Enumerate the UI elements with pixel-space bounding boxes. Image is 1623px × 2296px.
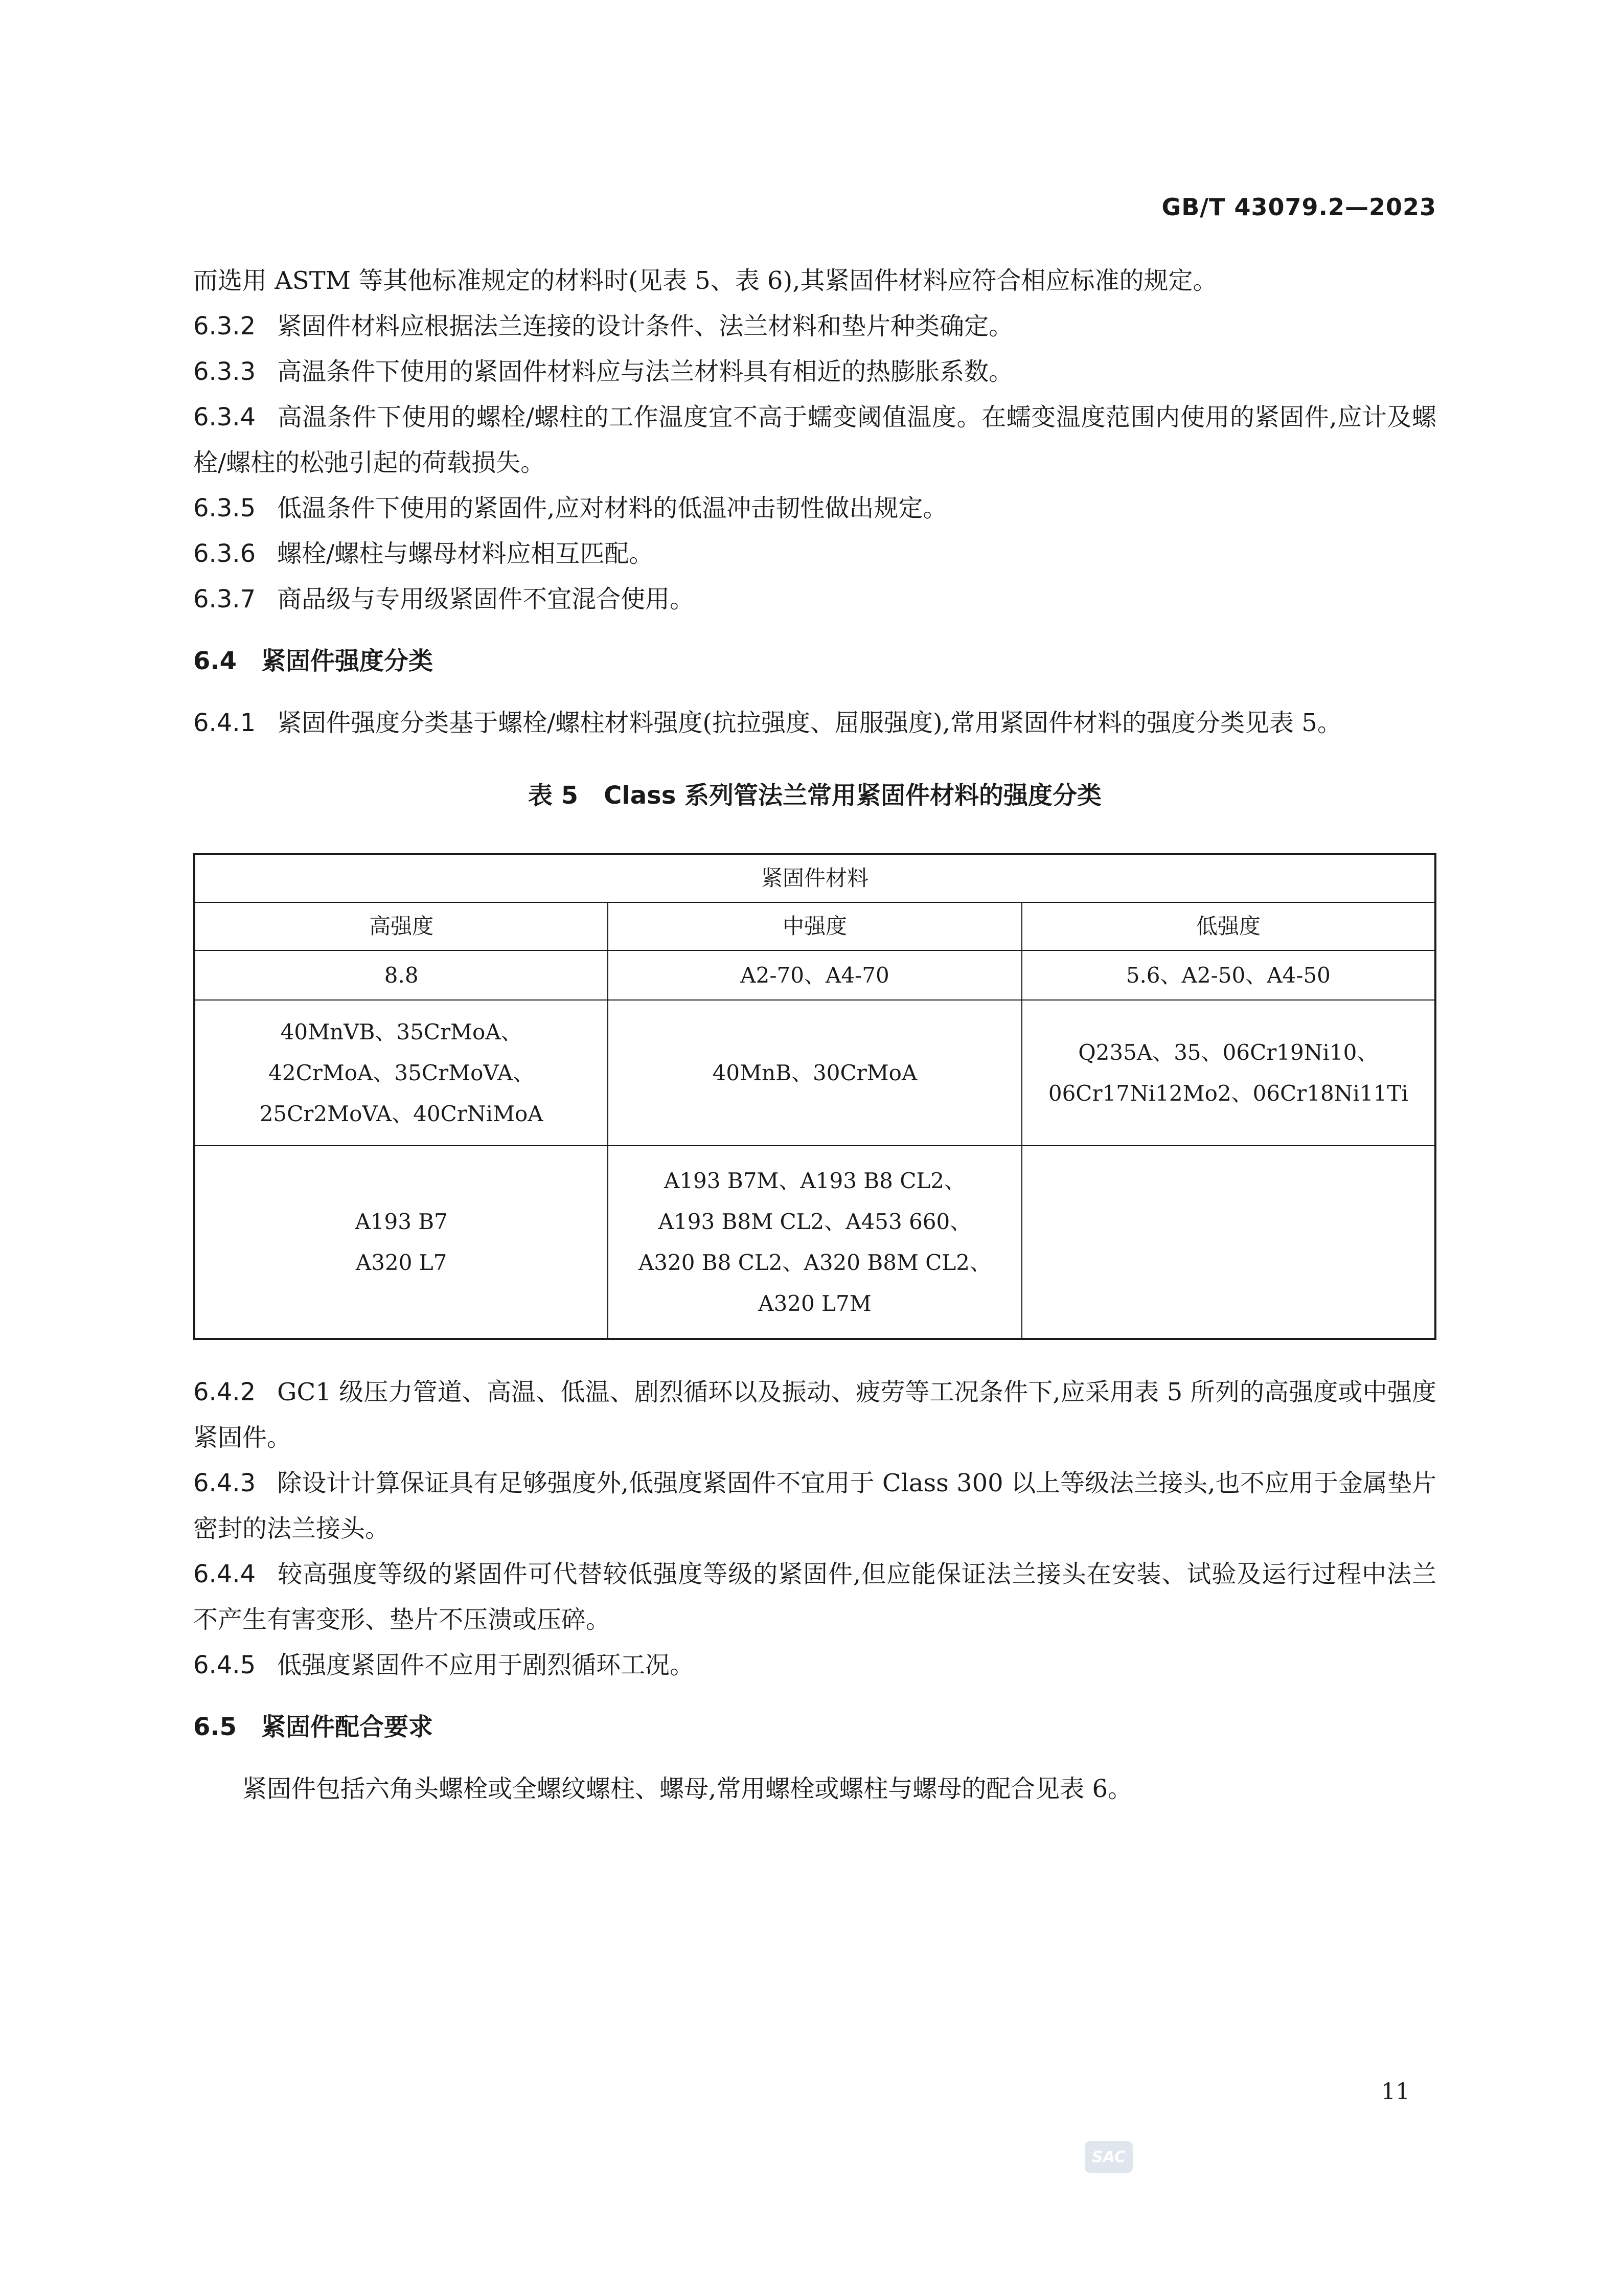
table-column-header-row [194,902,1435,950]
paragraph-continuation [193,258,1436,304]
clause-number: 6.4.5 [193,1651,256,1679]
paragraph-text: 紧固件包括六角头螺栓或全螺纹螺柱、螺母,常用螺栓或螺柱与螺母的配合见表 6。 [242,1775,1133,1803]
table-header-row [194,854,1435,902]
table-cell: A193 B7 A320 L7 [194,1146,608,1339]
column-header-low: 低强度 [1022,902,1435,950]
section-number: 6.4 [193,647,237,675]
clause-text: 商品级与专用级紧固件不宜混合使用。 [277,585,695,613]
table-cell: Q235A、35、06Cr19Ni10、 06Cr17Ni12Mo2、06Cr18Ni11Ti [1022,1000,1435,1146]
column-header-medium: 中强度 [608,902,1021,950]
clause-text: 紧固件材料应根据法兰连接的设计条件、法兰材料和垫片种类确定。 [277,312,1014,340]
clause-text: 低强度紧固件不应用于剧烈循环工况。 [277,1651,695,1679]
strength-classification-table [193,853,1436,1340]
paragraph-6-5 [193,1766,1436,1812]
table-cell: A193 B7M、A193 B8 CL2、 A193 B8M CL2、A453 660、 A320 B8 CL2、A320 B8M CL2、 A320 L7M [608,1146,1021,1339]
table-cell: 5.6、A2-50、A4-50 [1022,950,1435,1000]
clause-number: 6.3.3 [193,357,256,386]
table-row [194,1000,1435,1146]
section-title: 紧固件配合要求 [261,1713,433,1741]
clause-6-4-2 [193,1370,1436,1461]
clause-6-3-6 [193,531,1436,577]
clause-6-4-1 [193,700,1436,746]
clause-number: 6.3.7 [193,585,256,613]
table-row [194,1146,1435,1339]
section-heading-6-4 [193,639,1436,684]
clause-6-3-4 [193,395,1436,486]
clause-6-4-3 [193,1461,1436,1552]
table-row [194,950,1435,1000]
clause-text: 紧固件强度分类基于螺栓/螺柱材料强度(抗拉强度、屈服强度),常用紧固件材料的强度分类见表 5。 [277,709,1342,737]
sac-logo-icon: SAC [1085,2141,1133,2173]
page-content [193,258,1436,1812]
clause-number: 6.4.2 [193,1378,256,1406]
table-cell [1022,1146,1435,1339]
section-number: 6.5 [193,1713,237,1741]
table-top-header: 紧固件材料 [194,854,1435,902]
clause-text: 较高强度等级的紧固件可代替较低强度等级的紧固件,但应能保证法兰接头在安装、试验及运行过程中法兰不产生有害变形、垫片不压溃或压碎。 [193,1560,1436,1634]
table-cell: A2-70、A4-70 [608,950,1021,1000]
clause-6-3-5 [193,486,1436,531]
clause-6-3-7 [193,577,1436,622]
clause-text: 高温条件下使用的螺栓/螺柱的工作温度宜不高于蠕变阈值温度。在蠕变温度范围内使用的紧固件,应计及螺栓/螺柱的松弛引起的荷载损失。 [193,403,1436,477]
paragraph-text: 而选用 ASTM 等其他标准规定的材料时(见表 5、表 6),其紧固件材料应符合相应标准的规定。 [193,266,1218,295]
column-header-high: 高强度 [194,902,608,950]
clause-number: 6.4.1 [193,709,256,737]
clause-number: 6.4.4 [193,1560,256,1588]
standard-code: GB/T 43079.2—2023 [1161,193,1436,221]
table-cell: 40MnVB、35CrMoA、 42CrMoA、35CrMoVA、 25Cr2MoVA、40CrNiMoA [194,1000,608,1146]
clause-6-3-3 [193,349,1436,395]
clause-6-4-5 [193,1643,1436,1688]
clause-number: 6.3.4 [193,403,256,431]
table-title: Class 系列管法兰常用紧固件材料的强度分类 [604,781,1102,810]
section-title: 紧固件强度分类 [261,647,433,675]
clause-text: 除设计计算保证具有足够强度外,低强度紧固件不宜用于 Class 300 以上等级法兰接头,也不应用于金属垫片密封的法兰接头。 [193,1469,1436,1543]
clause-text: 低温条件下使用的紧固件,应对材料的低温冲击韧性做出规定。 [277,494,948,522]
clause-6-3-2 [193,304,1436,349]
clause-number: 6.3.6 [193,539,256,568]
table-cell: 8.8 [194,950,608,1000]
section-heading-6-5 [193,1704,1436,1750]
clause-6-4-4 [193,1552,1436,1643]
table-cell: 40MnB、30CrMoA [608,1000,1021,1146]
table-caption [193,776,1436,811]
clause-number: 6.4.3 [193,1469,256,1497]
clause-text: 螺栓/螺柱与螺母材料应相互匹配。 [277,539,654,568]
clause-text: GC1 级压力管道、高温、低温、剧烈循环以及振动、疲劳等工况条件下,应采用表 5 所列的高强度或中强度紧固件。 [193,1378,1436,1452]
clause-number: 6.3.5 [193,494,256,522]
clause-number: 6.3.2 [193,312,256,340]
clause-text: 高温条件下使用的紧固件材料应与法兰材料具有相近的热膨胀系数。 [277,357,1014,386]
page-number: 11 [1381,2079,1410,2105]
table-number: 表 5 [528,781,579,810]
